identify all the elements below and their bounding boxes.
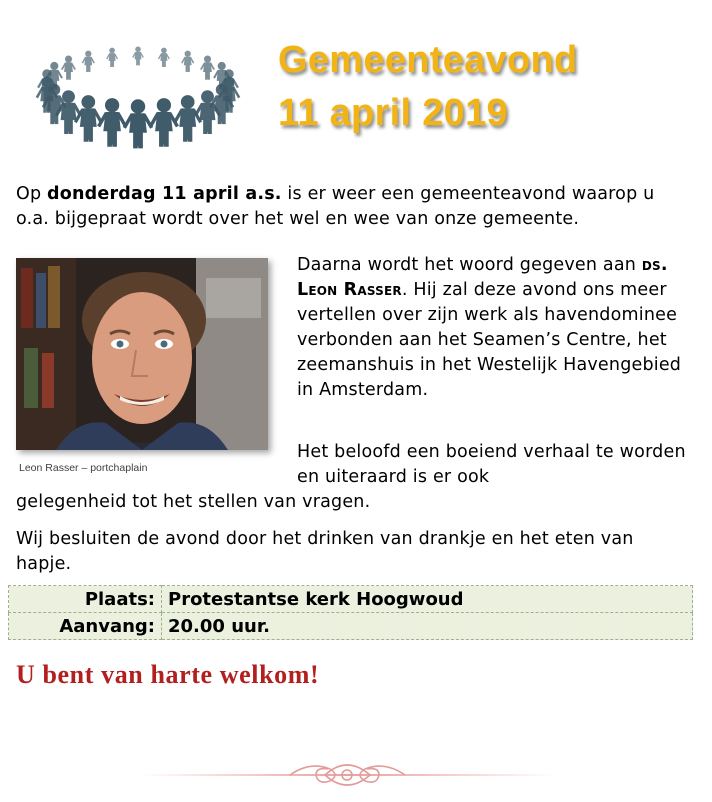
speaker-text-post: . Hij zal deze avond ons meer vertellen over zijn werk als havendominee verbonden aan het Seamen’s Centre, het zeemanshuis in het Westelijk Havengebied in Amsterdam.: [297, 280, 682, 400]
label-text: Plaats: [84, 588, 148, 610]
title-line-2: 11 april 2019: [278, 92, 508, 134]
info-label-location: Plaats:: [9, 586, 162, 613]
photo-caption: Leon Rasser – portchaplain: [19, 462, 148, 474]
intro-date: donderdag 11 april a.s.: [47, 184, 282, 204]
table-row: [9, 586, 693, 613]
decorative-divider: [140, 755, 555, 795]
title-line-1: Gemeenteavond: [278, 39, 578, 81]
event-info-table: [8, 585, 693, 640]
speaker-photo-frame: [16, 258, 276, 450]
intro-paragraph: [16, 182, 686, 232]
promise-paragraph-a: Het beloofd een boeiend verhaal te worden en uiteraard is er ook: [297, 442, 686, 487]
speaker-name: ds. Leon Rasser: [297, 255, 668, 300]
info-value-start: 20.00 uur.: [162, 613, 693, 640]
speaker-photo: [16, 258, 268, 450]
info-value-location: Protestantse kerk Hoogwoud: [162, 586, 693, 613]
info-label-start: Aanvang:: [9, 613, 162, 640]
intro-text-post: is er weer een gemeenteavond waarop u o.a. bijgepraat wordt over het wel en wee van onze gemeente.: [16, 184, 655, 229]
speaker-text-pre: Daarna wordt het woord gegeven aan: [297, 255, 642, 275]
promise-paragraph-b: gelegenheid tot het stellen van vragen.: [16, 492, 371, 512]
intro-text-pre: Op: [16, 184, 48, 204]
label-text: Aanvang: [59, 615, 148, 637]
page-title: [278, 34, 578, 140]
welcome-message: U bent van harte welkom!: [16, 660, 320, 689]
closing-paragraph: Wij besluiten de avond door het drinken van drankje en het eten van hapje.: [16, 529, 634, 574]
table-row: [9, 613, 693, 640]
people-circle-logo: [28, 38, 248, 156]
speaker-paragraph: [297, 253, 687, 403]
